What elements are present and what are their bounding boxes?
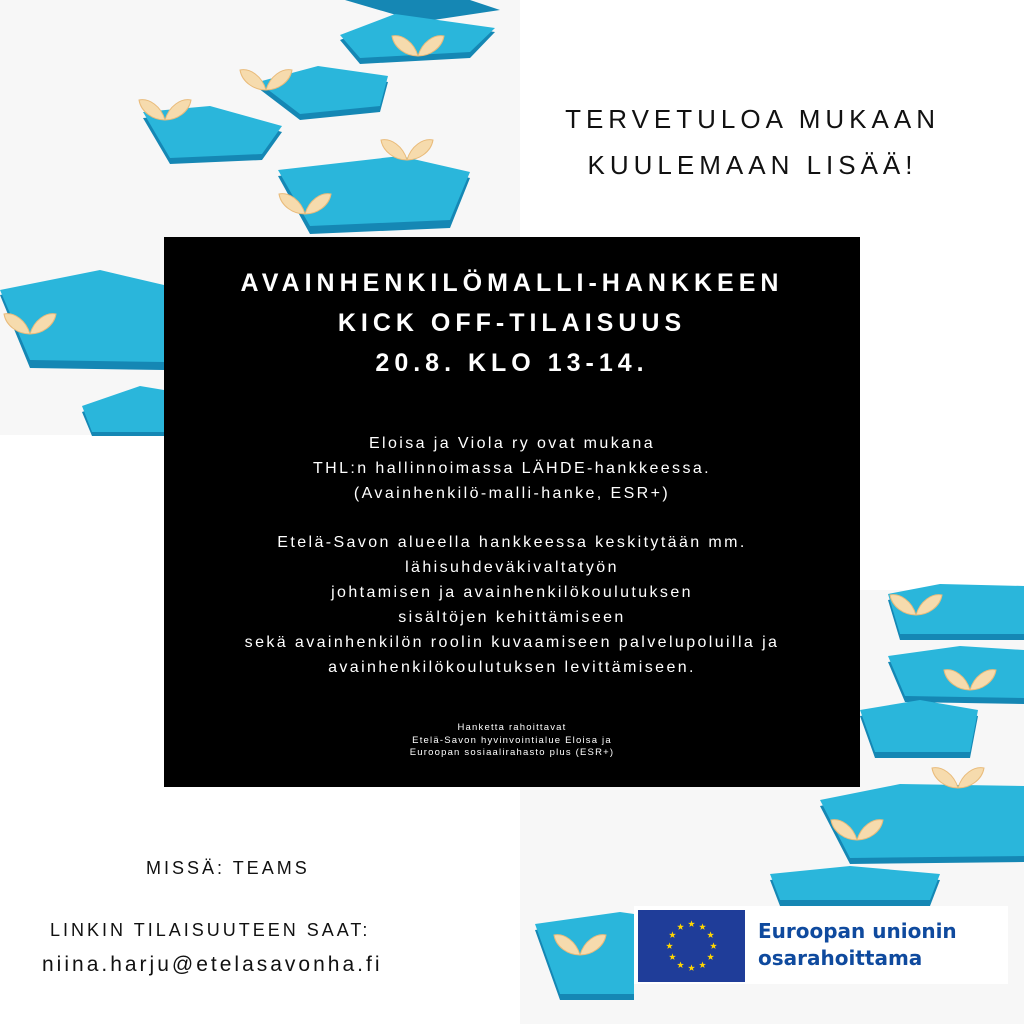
intro-paragraph	[164, 431, 860, 506]
focus-paragraph	[164, 530, 860, 680]
eu-logo-line-2: osarahoittama	[758, 946, 923, 970]
focus-line: avainhenkilökoulutuksen levittämiseen.	[328, 659, 696, 676]
event-title-line-2: KICK OFF-TILAISUUS	[337, 309, 687, 337]
funding-line: Hanketta rahoittavat	[457, 722, 567, 733]
contact-email[interactable]: niina.harju@etelasavonha.fi	[42, 953, 383, 976]
funding-note	[164, 722, 860, 760]
welcome-line-2: KUULEMAAN LISÄÄ!	[587, 150, 918, 180]
funding-line: Euroopan sosiaalirahasto plus (ESR+)	[409, 747, 615, 758]
focus-line: lähisuhdeväkivaltatyön	[405, 559, 619, 576]
intro-line: THL:n hallinnoimassa LÄHDE-hankkeessa.	[312, 460, 711, 477]
event-location: MISSÄ: TEAMS	[146, 858, 310, 878]
event-date-time: 20.8. KLO 13-14.	[375, 349, 649, 377]
event-title-line-1: AVAINHENKILÖMALLI-HANKKEEN	[240, 269, 784, 297]
focus-line: sekä avainhenkilön roolin kuvaamiseen palvelupoluilla ja	[244, 634, 780, 651]
event-info-panel	[164, 237, 860, 787]
welcome-heading	[565, 96, 940, 188]
eu-flag-icon	[638, 910, 745, 982]
link-instruction: LINKIN TILAISUUTEEN SAAT:	[50, 920, 371, 940]
focus-line: Etelä-Savon alueella hankkeessa keskitytään mm.	[277, 534, 747, 551]
welcome-line-1: TERVETULOA MUKAAN	[565, 104, 940, 134]
intro-line: (Avainhenkilö-malli-hanke, ESR+)	[353, 485, 671, 502]
event-title	[164, 263, 860, 383]
focus-line: johtamisen ja avainhenkilökoulutuksen	[331, 584, 693, 601]
eu-cofunding-logo	[634, 906, 1008, 984]
intro-line: Eloisa ja Viola ry ovat mukana	[368, 435, 656, 452]
focus-line: sisältöjen kehittämiseen	[398, 609, 626, 626]
eu-logo-text	[758, 918, 957, 972]
funding-line: Etelä-Savon hyvinvointialue Eloisa ja	[412, 734, 612, 746]
eu-logo-line-1: Euroopan unionin	[758, 919, 957, 943]
